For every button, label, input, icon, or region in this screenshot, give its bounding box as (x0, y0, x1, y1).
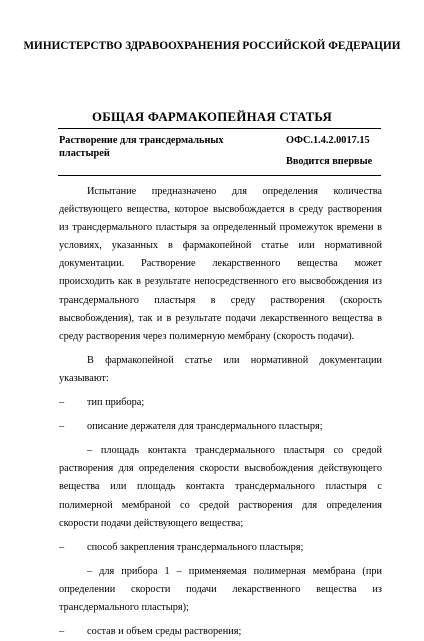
article-title: Растворение для трансдермальных пластырей (59, 135, 224, 159)
document-body (59, 183, 382, 641)
header-bottom-rule (58, 175, 381, 176)
list-dash: – (59, 397, 65, 409)
list-item (59, 623, 382, 641)
list-item-text: состав и объем среды растворения; (87, 626, 242, 638)
article-meta (286, 135, 372, 168)
body-paragraph: Испытание предназначено для определения количества действующего вещества, которое высвобождается в среду растворения из трансдермального пластыря за определенный промежуток времени в условиях, указанных в фармакопейной статье или нормативной документации. Растворение лекарственного вещества может происходить как в результате непосредственного его высвобождения из трансдермального пластыря в среду растворения (скорость высвобождения), так и в результате подачи лекарственного вещества в среду растворения через полимерную мембрану (скорость подачи). (59, 186, 382, 342)
list-item (59, 563, 382, 617)
list-item-text: описание держателя для трансдермального пластыря; (87, 421, 323, 433)
body-paragraph: В фармакопейной статье или нормативной документации указывают: (59, 354, 382, 384)
requirements-list (59, 394, 382, 641)
list-dash: – (59, 541, 65, 553)
introduced-note: Вводится впервые (286, 155, 373, 167)
list-dash: – (87, 445, 93, 457)
list-dash: – (59, 421, 65, 433)
list-item (59, 418, 382, 436)
document-type-heading: ОБЩАЯ ФАРМАКОПЕЙНАЯ СТАТЬЯ (91, 110, 333, 124)
list-item (59, 394, 382, 412)
list-item-text: площадь контакта трансдермального пластыря со средой растворения для определения скорости высвобождения действующего вещества или площадь контакта трансдермального пластыря с полимерной мембраной со средой растворения для определения скорости подачи действующего вещества; (59, 445, 382, 529)
list-item (59, 442, 382, 532)
header-top-rule (58, 128, 381, 129)
list-item-text: способ закрепления трансдермального пластыря; (87, 541, 304, 553)
ministry-heading: МИНИСТЕРСТВО ЗДРАВООХРАНЕНИЯ РОССИЙСКОЙ ФЕДЕРАЦИИ (23, 40, 401, 52)
article-code: ОФС.1.4.2.0017.15 (286, 135, 370, 146)
list-item (59, 539, 382, 557)
list-dash: – (87, 565, 93, 577)
list-item-text: для прибора 1 – применяемая полимерная мембрана (при определении скорости подачи лекарственного вещества из трансдермального пластыря); (59, 565, 382, 613)
list-item-text: тип прибора; (87, 397, 145, 409)
list-dash: – (59, 626, 65, 638)
